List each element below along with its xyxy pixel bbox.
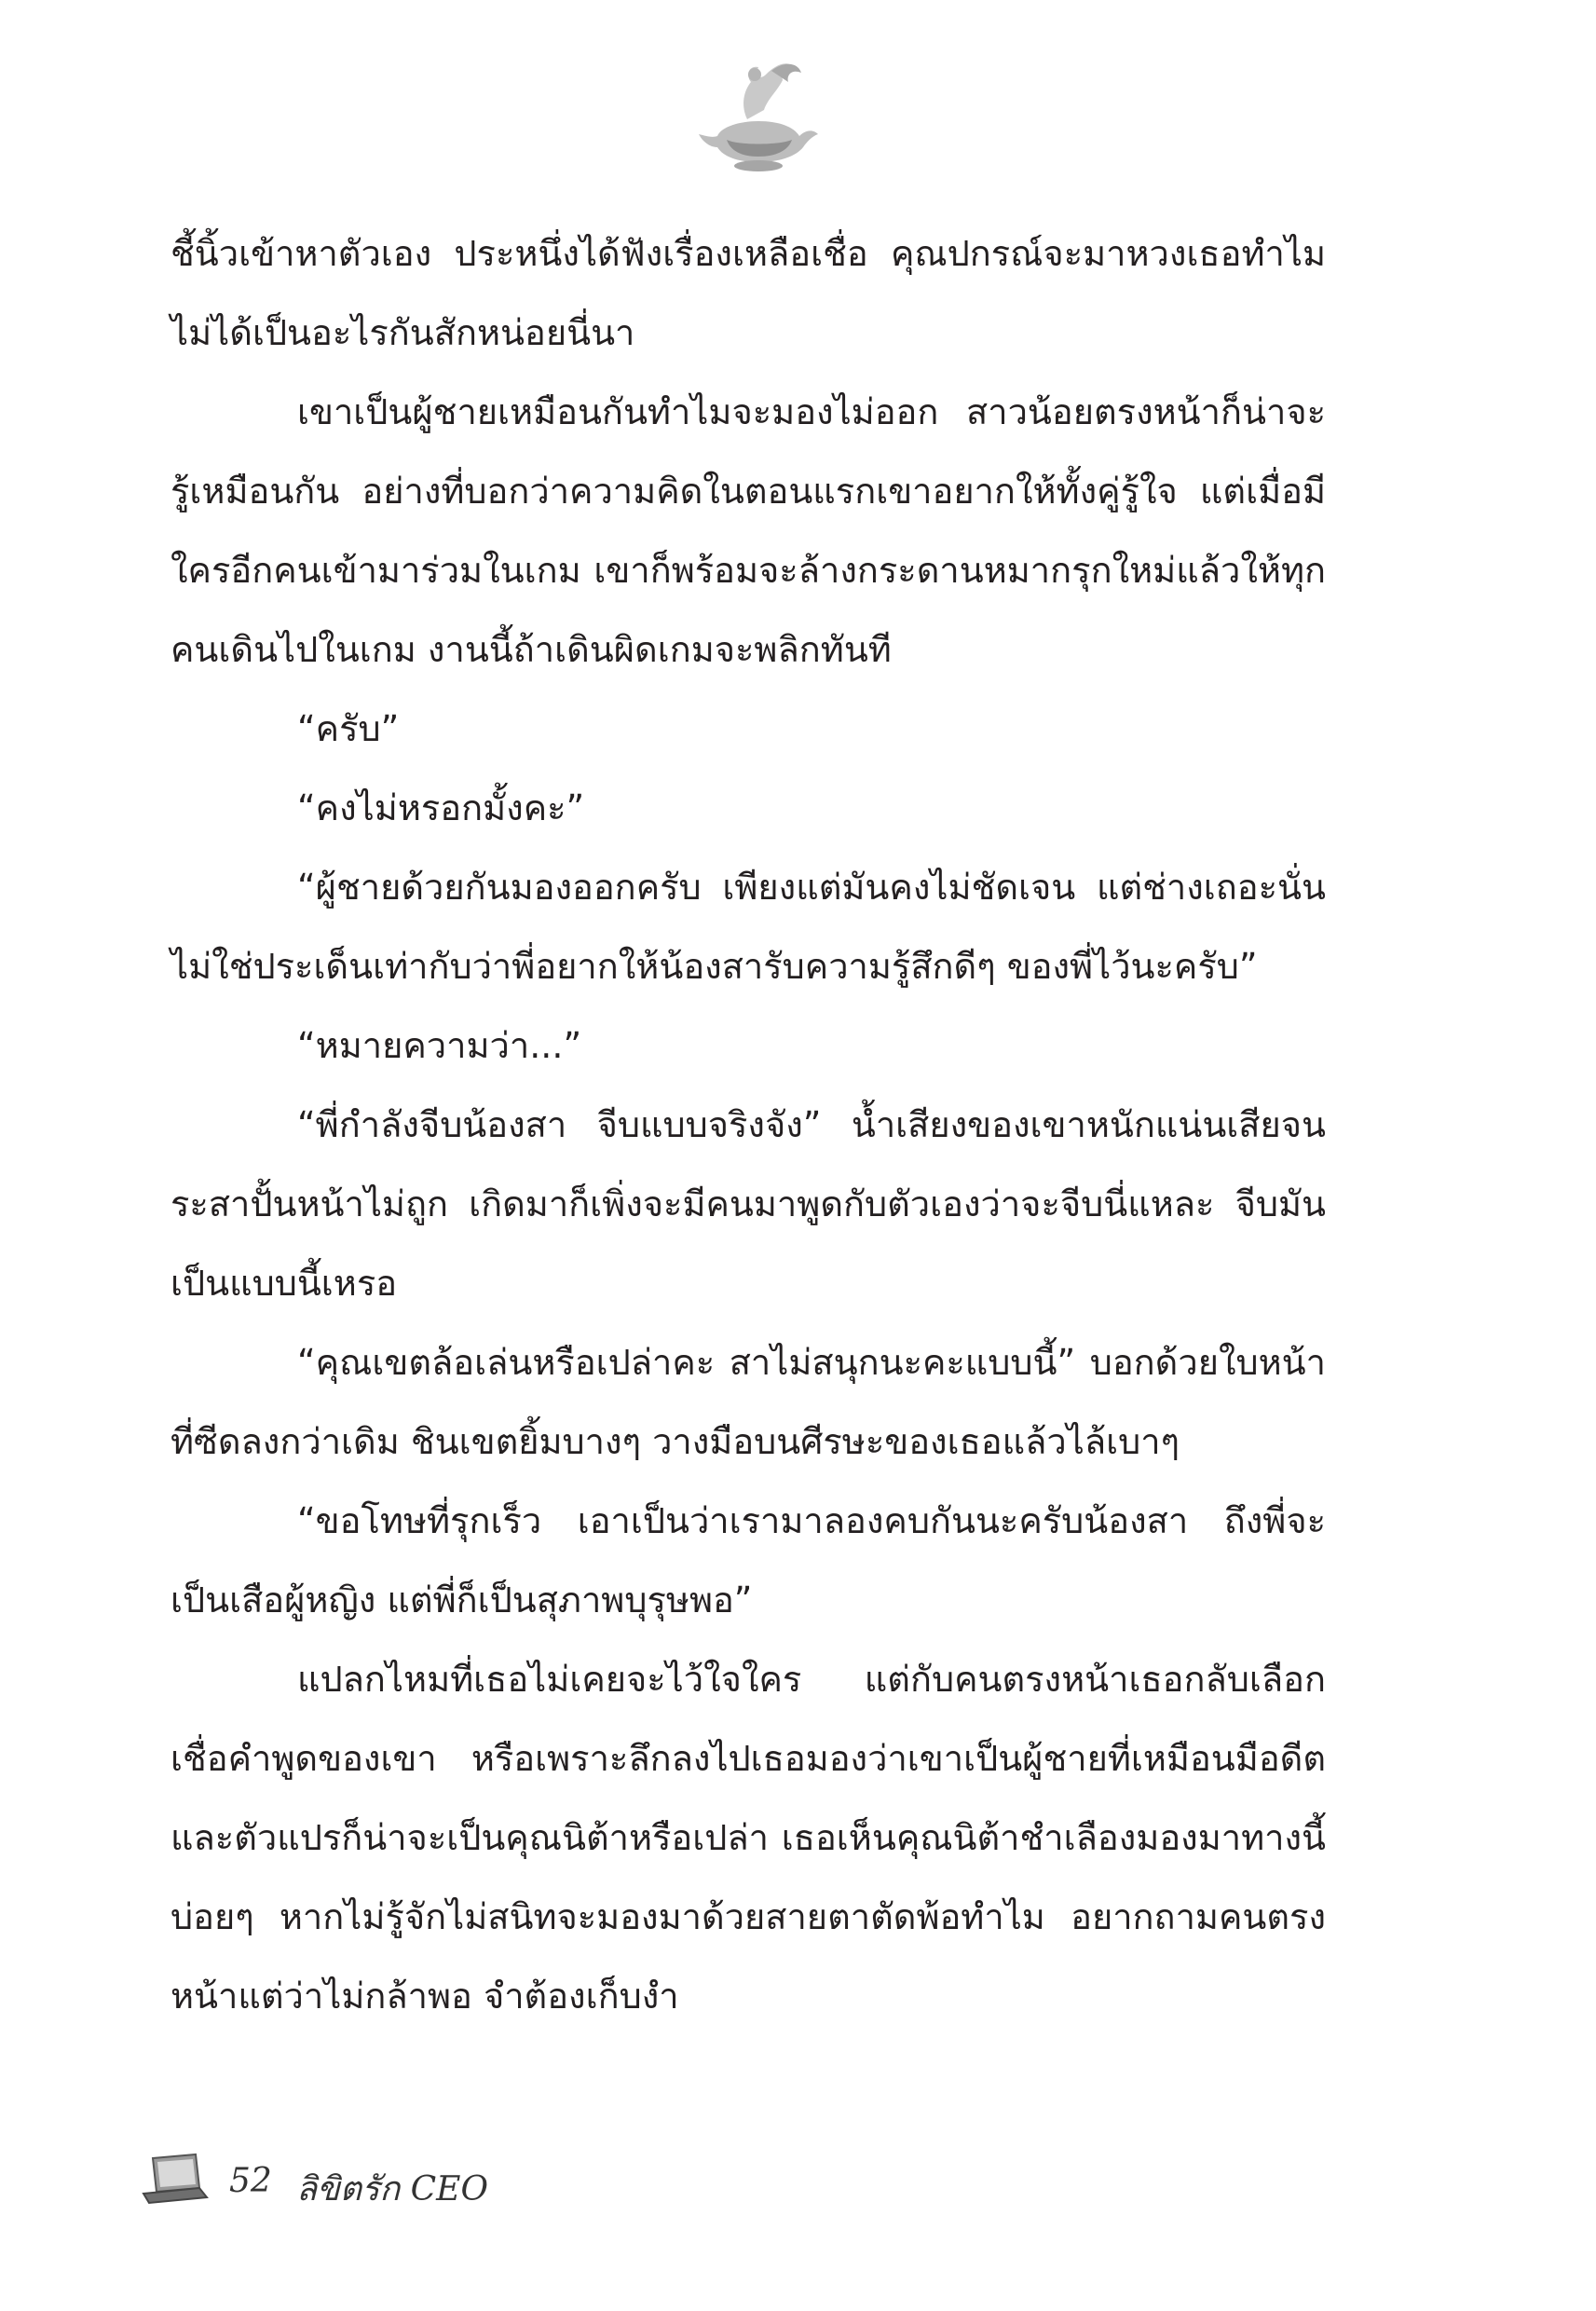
- dialogue-line: “ครับ”: [297, 708, 400, 749]
- dialogue-line: “หมายความว่า...”: [297, 1025, 582, 1066]
- paragraph: ชี้นิ้วเข้าหาตัวเอง ประหนึ่งได้ฟังเรื่องเหลือเชื่อ คุณปกรณ์จะมาหวงเธอทำไม ไม่ได้เป็นอะไรกันสักหน่อยนี่นา: [171, 233, 1326, 353]
- chapter-body: [171, 214, 1326, 2036]
- page-footer: [140, 2153, 699, 2218]
- page-number: 52: [229, 2162, 272, 2200]
- paragraph: “พี่กำลังจีบน้องสา จีบแบบจริงจัง” น้ำเสียงของเขาหนักแน่นเสียจนระสาปั้นหน้าไม่ถูก เกิดมาก็เพิ่งจะมีคนมาพูดกับตัวเองว่าจะจีบนี่แหละ จีบมันเป็นแบบนี้เหรอ: [171, 1104, 1326, 1304]
- laptop-icon: [140, 2153, 210, 2207]
- paragraph: เขาเป็นผู้ชายเหมือนกันทำไมจะมองไม่ออก สาวน้อยตรงหน้าก็น่าจะรู้เหมือนกัน อย่างที่บอกว่าความคิดในตอนแรกเขาอยากให้ทั้งคู่รู้ใจ แต่เมื่อมีใครอีกคนเข้ามาร่วมในเกม เขาก็พร้อมจะล้างกระดานหมากรุกใหม่แล้วให้ทุกคนเดินไปในเกม งานนี้ถ้าเดินผิดเกมจะพลิกทันที: [171, 391, 1326, 670]
- genie-lamp-icon: [689, 54, 829, 175]
- dialogue-line: “คงไม่หรอกมั้งคะ”: [297, 787, 585, 828]
- dialogue-line: “ผู้ชายด้วยกันมองออกครับ เพียงแต่มันคงไม่ชัดเจน แต่ช่างเถอะนั่นไม่ใช่ประเด็นเท่ากับว่าพี่อยากให้น้องสารับความรู้สึกดีๆ ของพี่ไว้นะครับ”: [171, 867, 1326, 987]
- book-title: ลิขิตรัก CEO: [296, 2170, 488, 2208]
- paragraph: “คุณเขตล้อเล่นหรือเปล่าคะ สาไม่สนุกนะคะแบบนี้” บอกด้วยใบหน้าที่ซีดลงกว่าเดิม ชินเขตยิ้มบางๆ วางมือบนศีรษะของเธอแล้วไล้เบาๆ: [171, 1342, 1326, 1462]
- paragraph: แปลกไหมที่เธอไม่เคยจะไว้ใจใคร แต่กับคนตรงหน้าเธอกลับเลือกเชื่อคำพูดของเขา หรือเพราะลึกลงไปเธอมองว่าเขาเป็นผู้ชายที่เหมือนมือดีต และตัวแปรก็น่าจะเป็นคุณนิต้าหรือเปล่า เธอเห็นคุณนิต้าชำเลืองมองมาทางนี้บ่อยๆ หากไม่รู้จักไม่สนิทจะมองมาด้วยสายตาตัดพ้อทำไม อยากถามคนตรงหน้าแต่ว่าไม่กล้าพอ จำต้องเก็บงำ: [171, 1659, 1326, 2017]
- dialogue-line: “ขอโทษที่รุกเร็ว เอาเป็นว่าเรามาลองคบกันนะครับน้องสา ถึงพี่จะเป็นเสือผู้หญิง แต่พี่ก็เป็นสุภาพบุรุษพอ”: [171, 1500, 1326, 1620]
